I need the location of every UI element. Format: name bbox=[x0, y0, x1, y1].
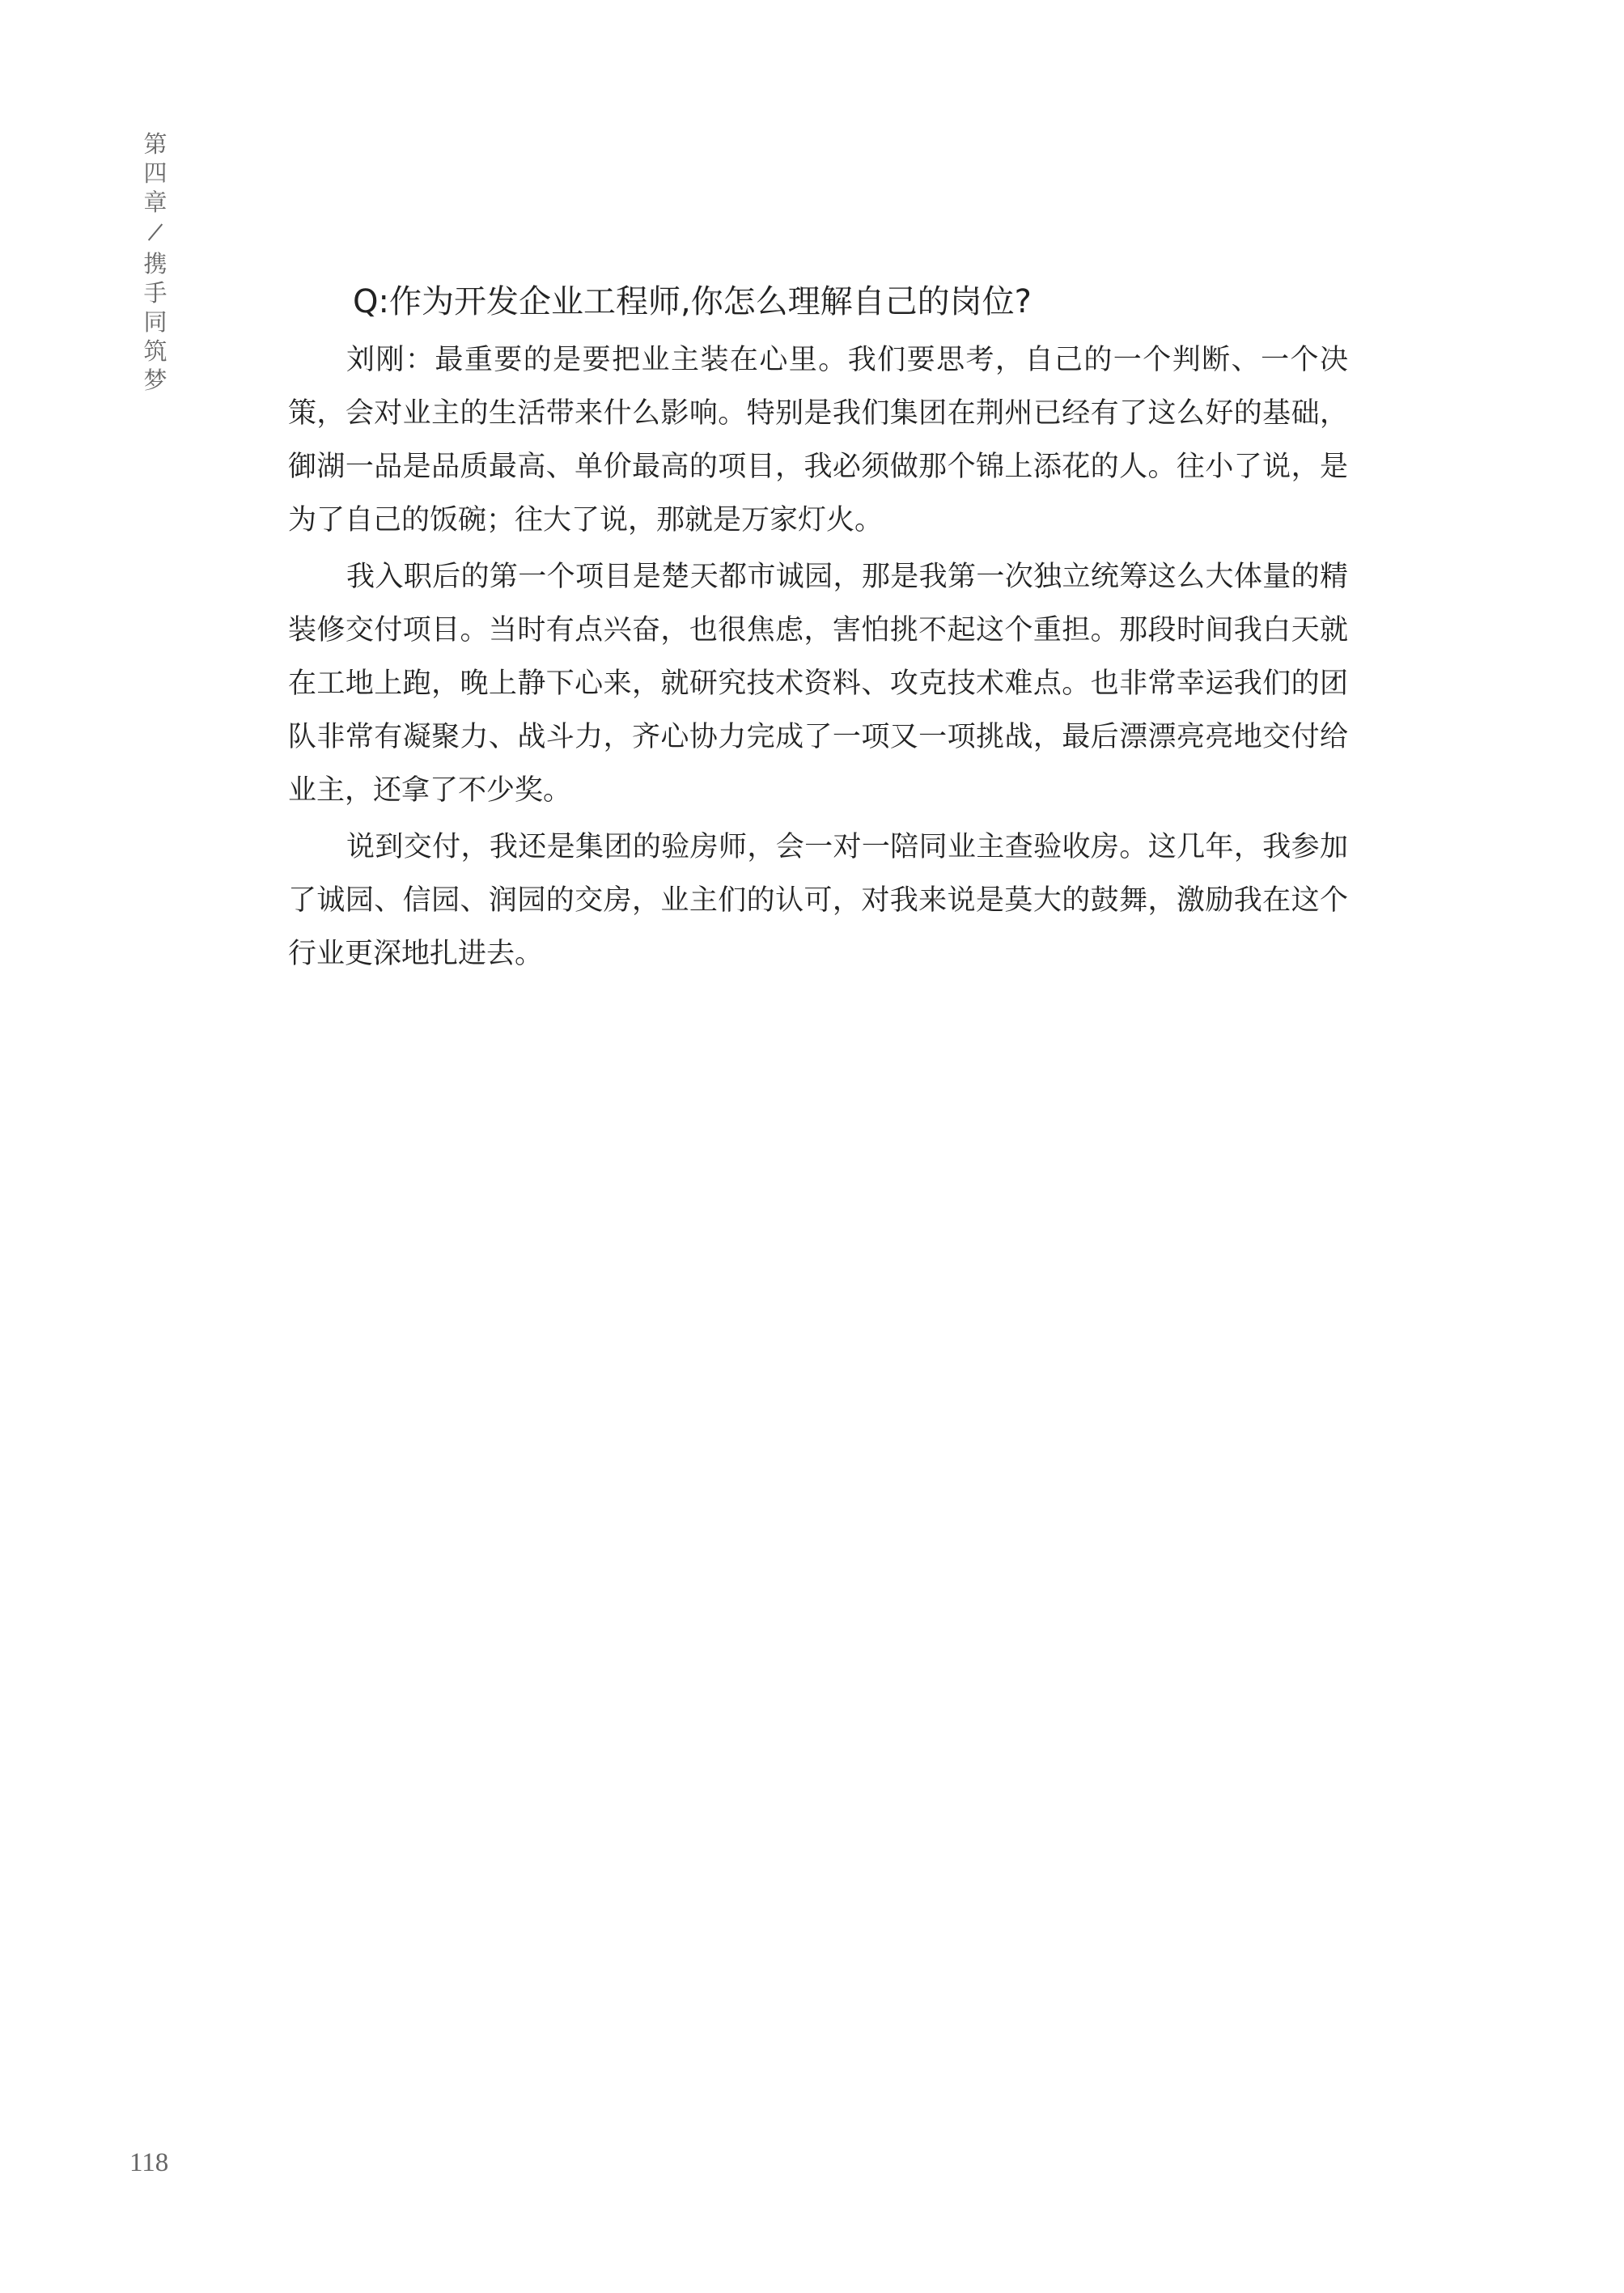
chapter-number-label bbox=[143, 129, 167, 217]
sidebar-char: 梦 bbox=[143, 367, 167, 394]
paragraph: 说到交付，我还是集团的验房师，会一对一陪同业主查验收房。这几年，我参加了诚园、信园、润园的交房，业主们的认可，对我来说是莫大的鼓舞，激励我在这个行业更深地扎进去。 bbox=[288, 831, 1348, 970]
sidebar-char: 第 bbox=[143, 130, 167, 158]
sidebar-char: 手 bbox=[143, 279, 167, 307]
page-number: 118 bbox=[129, 2148, 169, 2177]
chapter-title-label bbox=[143, 249, 167, 395]
paragraph: 我入职后的第一个项目是楚天都市诚园，那是我第一次独立统筹这么大体量的精装修交付项目。当时有点兴奋，也很焦虑，害怕挑不起这个重担。那段时间我白天就在工地上跑，晚上静下心来，就研究技术资料、攻克技术难点。也非常幸运我们的团队非常有凝聚力、战斗力，齐心协力完成了一项又一项挑战，最后漂漂亮亮地交付给业主，还拿了不少奖。 bbox=[288, 561, 1348, 807]
sidebar-char: 筑 bbox=[143, 337, 167, 365]
sidebar-char: 携 bbox=[143, 250, 167, 278]
sidebar-char: 四 bbox=[143, 159, 167, 187]
article-body bbox=[288, 275, 1348, 984]
sidebar-char: 同 bbox=[143, 308, 167, 336]
chapter-running-head bbox=[139, 129, 172, 395]
paragraph: 刘刚：最重要的是要把业主装在心里。我们要思考，自己的一个判断、一个决策，会对业主的生活带来什么影响。特别是我们集团在荆州已经有了这么好的基础，御湖一品是品质最高、单价最高的项目，我必须做那个锦上添花的人。往小了说，是为了自己的饭碗；往大了说，那就是万家灯火。 bbox=[288, 344, 1348, 536]
question-heading: Q:作为开发企业工程师,你怎么理解自己的岗位? bbox=[353, 283, 1032, 320]
slash-divider bbox=[148, 223, 163, 240]
sidebar-char: 章 bbox=[143, 189, 167, 216]
